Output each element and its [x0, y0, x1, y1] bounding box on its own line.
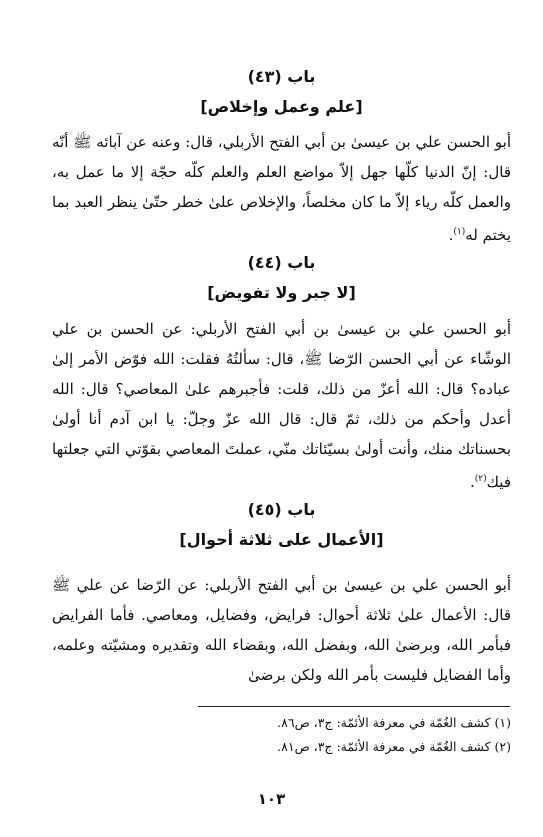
paragraph-text: أبو الحسن علي بن عيسىٰ بن أبي الفتح الأربلي، قال: وعنه عن آبائه ﷺ أنّه قال: إنّ الدنيا كلّها جهل إلاّ مواضع العلم والعلم كلّه حجّة إلا ما عمل به، والعمل كلّه رياء إلاّ ما كان مخلصاً، والإخلاص علىٰ خطر حتّىٰ ينظر العبد بما يختم له [52, 133, 511, 244]
section-43-paragraph: أبو الحسن علي بن عيسىٰ بن أبي الفتح الأربلي، قال: وعنه عن آبائه ﷺ أنّه قال: إنّ الدنيا كلّها جهل إلاّ مواضع العلم والعلم كلّه حجّة إلا ما عمل به، والعمل كلّه رياء إلاّ ما كان مخلصاً، والإخلاص علىٰ خطر حتّىٰ ينظر العبد بما يختم له$^{(١)}$. [52, 133, 511, 244]
chapter-title: باب (٤٥) [247, 500, 316, 519]
section-45-paragraph [52, 570, 511, 690]
footnote-2: (٢) كشف الغُمّة في معرفة الأئمّة: ج٣، ص٨١. [277, 739, 511, 754]
paragraph-text: أبو الحسن علي بن عيسىٰ بن أبي الفتح الأربلي: عن الرّضا عن علي ﷺ قال: الأعمال علىٰ ثلاثة أحوال: فرايض، وفضايل، ومعاصي. فأما الفرايض فبأمر الله، وبرضىٰ الله، وبفضل الله، وبقضاء الله وتقديره ومشيّته وعلمه، وأما الفضايل فليست بأمر الله ولكن برضىٰ [52, 576, 511, 684]
chapter-title: باب (٤٣) [247, 67, 316, 86]
section-43-heading [52, 62, 511, 122]
chapter-subtitle: [لا جبر ولا تفويض] [207, 283, 356, 302]
footnote-divider [198, 706, 510, 707]
section-44-heading [52, 248, 511, 308]
chapter-subtitle: [علم وعمل وإخلاص] [200, 97, 363, 116]
section-45-heading [52, 495, 511, 555]
chapter-subtitle: [الأعمال على ثلاثة أحوال] [179, 530, 384, 549]
footnote-ref: (٢) [474, 474, 487, 484]
chapter-title: باب (٤٤) [247, 253, 316, 272]
footnote-ref: (١) [453, 227, 466, 237]
footnote-1: (١) كشف الغُمّة في معرفة الأئمّة: ج٣، ص٨٦. [277, 715, 511, 730]
page-number: ١٠٣ [257, 790, 286, 808]
paragraph-text: أبو الحسن علي بن عيسىٰ بن أبي الفتح الأربلي: عن الحسن بن علي الوشّاء عن أبي الحسن الرّضا ﷺ، قال: سألتُهُ فقلت: الله فوّض الأمر إلىٰ عباده؟ قال: الله أعزّ من ذلك، قلت: فأجبرهم علىٰ المعاصي؟ قال: الله أعدل وأحكم من ذلك، ثمّ قال: قال الله عزّ وجلّ: يا ابن آدم أنا أولىٰ بحسناتك منك، وأنت أولىٰ بسيّئاتك منّي، عملتَ المعاصي بقوّتي التي جعلتها فيك [52, 320, 511, 491]
section-44-paragraph: أبو الحسن علي بن عيسىٰ بن أبي الفتح الأربلي: عن الحسن بن علي الوشّاء عن أبي الحسن الرّضا ﷺ، قال: سألتُهُ فقلت: الله فوّض الأمر إلىٰ عباده؟ قال: الله أعزّ من ذلك، قلت: فأجبرهم علىٰ المعاصي؟ قال: الله أعدل وأحكم من ذلك، ثمّ قال: قال الله عزّ وجلّ: يا ابن آدم أنا أولىٰ بحسناتك منك، وأنت أولىٰ بسيّئاتك منّي، عملتَ المعاصي بقوّتي التي جعلتها فيك$^{(٢)}$. [52, 320, 511, 491]
